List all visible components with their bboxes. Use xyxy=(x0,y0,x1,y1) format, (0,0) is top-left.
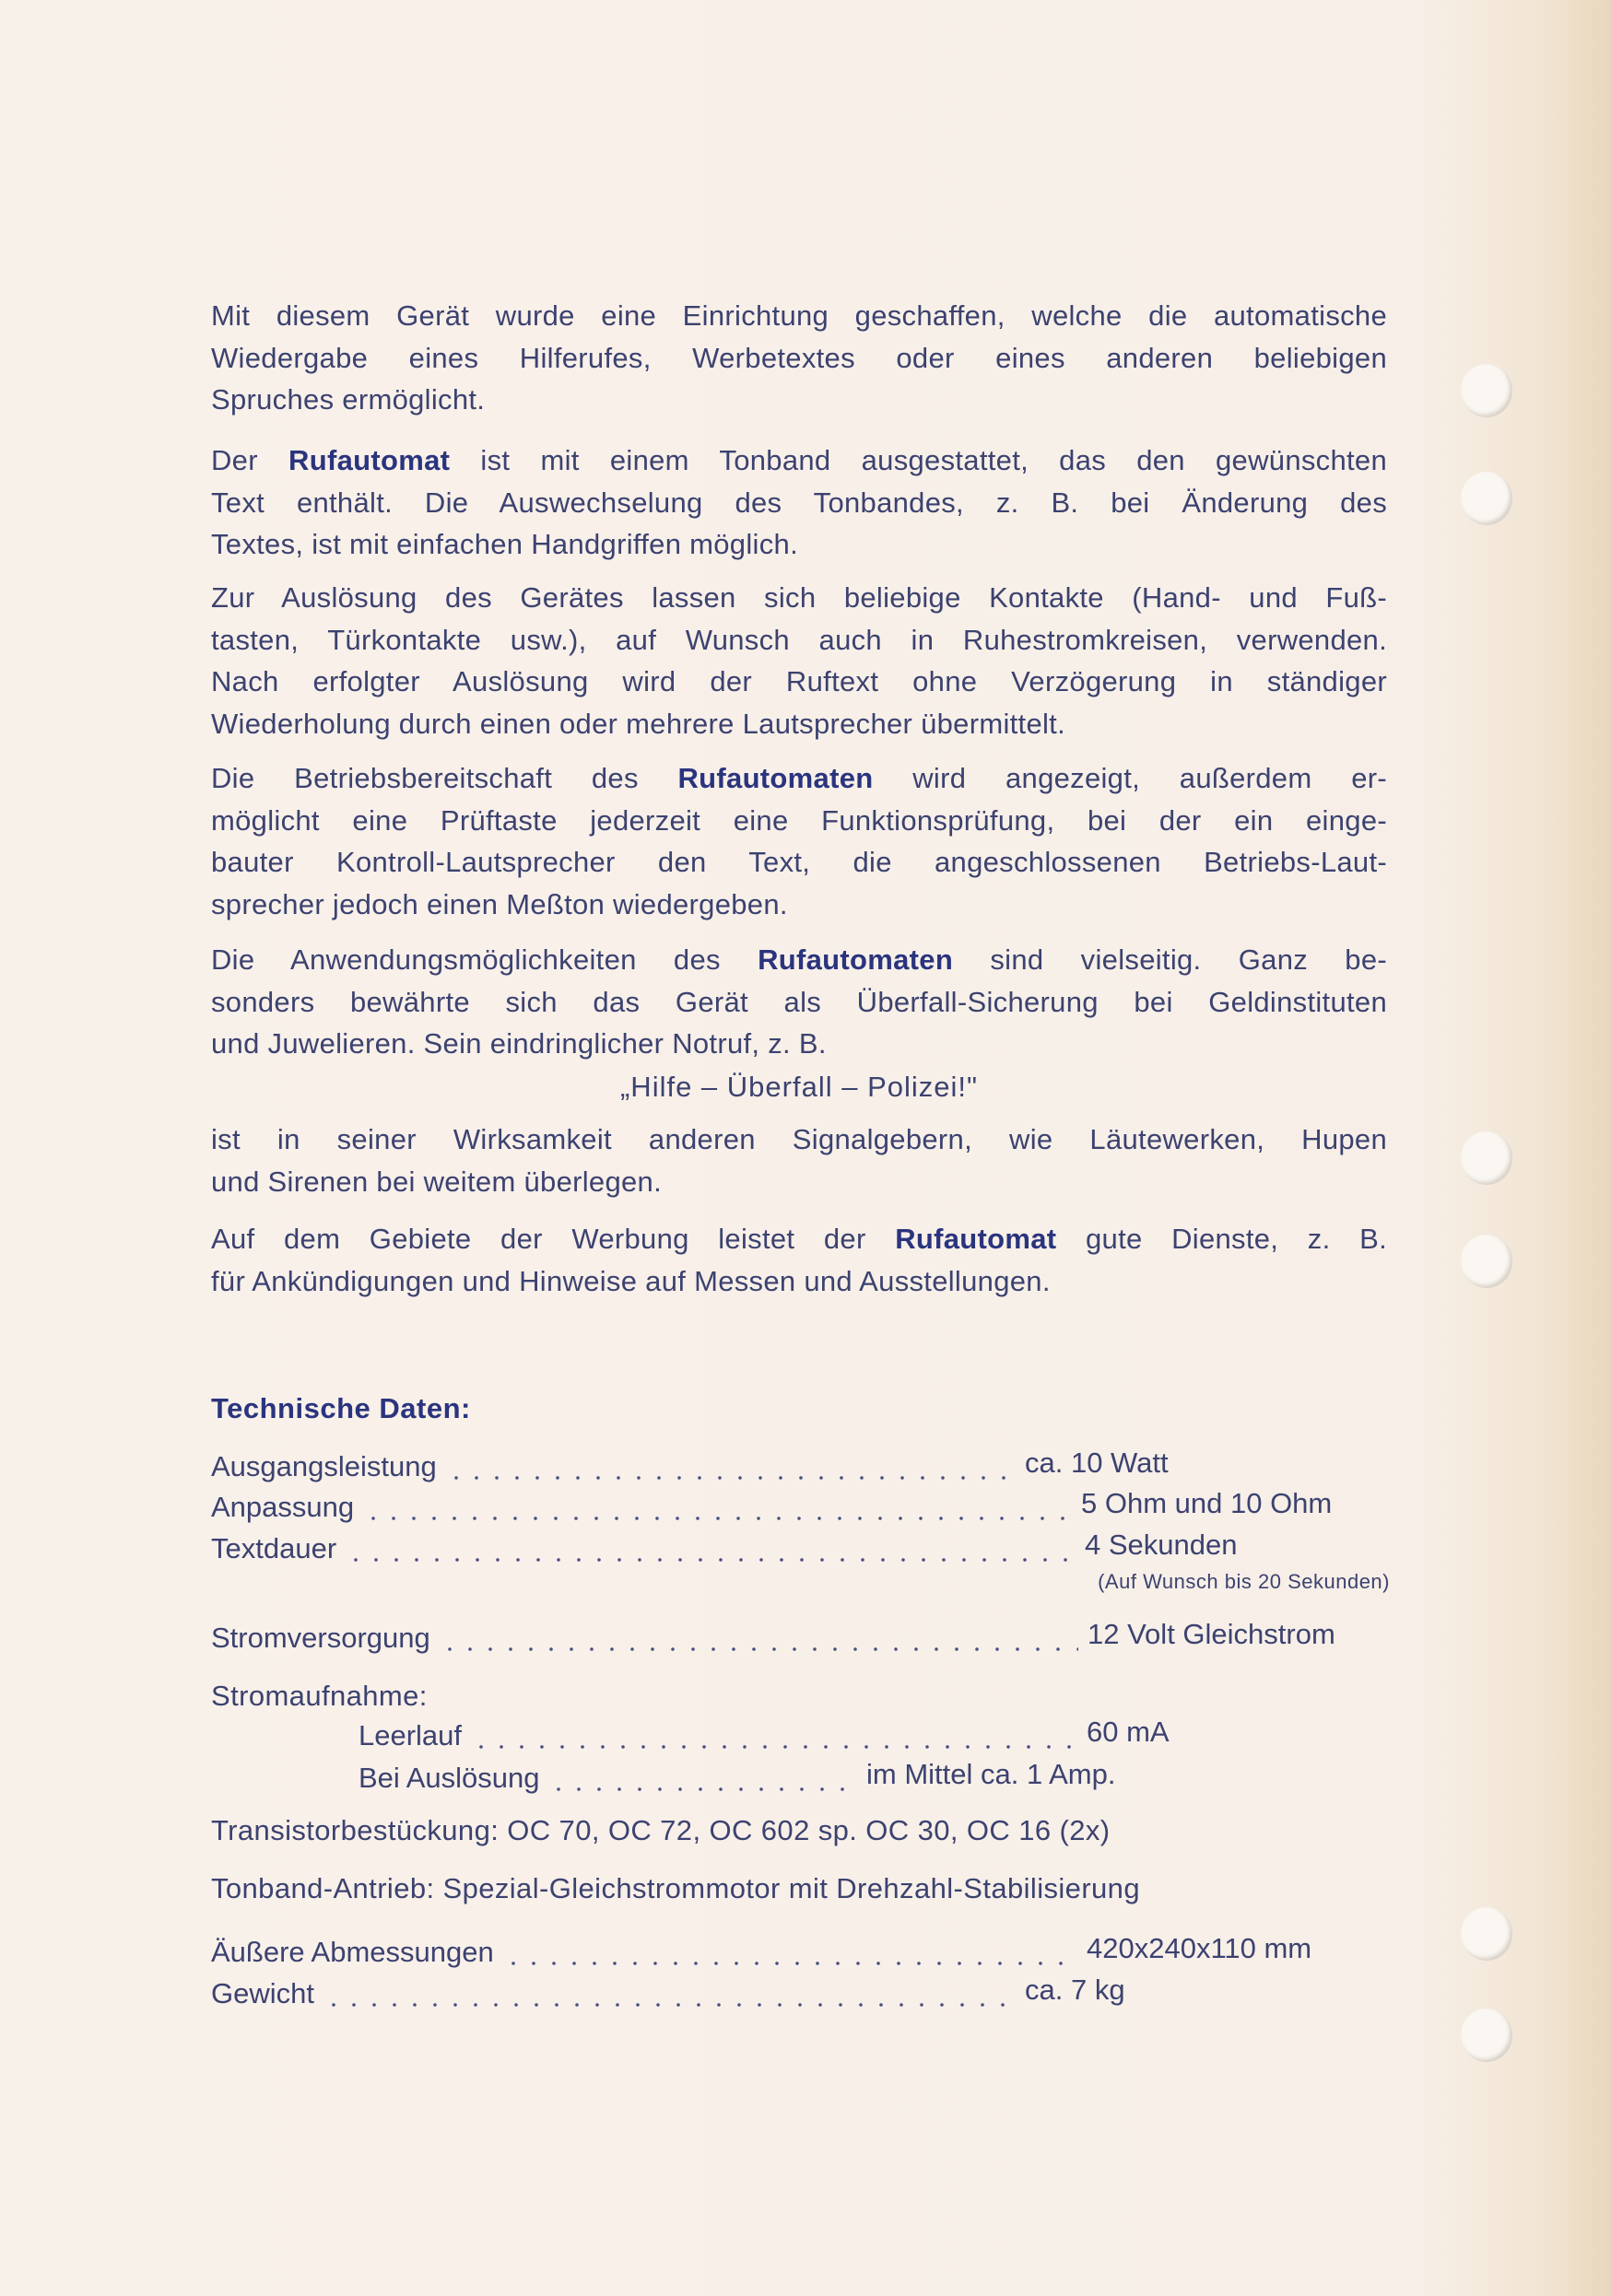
spec-label: Bei Auslösung xyxy=(359,1762,540,1794)
text-line xyxy=(211,619,1387,662)
spec-row xyxy=(211,1448,1016,1485)
paragraph xyxy=(211,1218,1387,1302)
spec-label: Leerlauf xyxy=(359,1719,463,1751)
text-segment: gute Dienste, z. B. xyxy=(1056,1223,1387,1255)
paragraph xyxy=(211,1119,1387,1202)
text-line xyxy=(211,939,1387,981)
text-line xyxy=(211,981,1387,1024)
text-line xyxy=(211,1218,1387,1260)
punch-hole xyxy=(1461,2009,1512,2062)
spec-value: 420x240x110 mm xyxy=(1087,1932,1312,1964)
text-line xyxy=(211,800,1387,842)
text-segment: sonders bewährte sich das Gerät als Überfall-Sicherung bei Geldinstituten xyxy=(211,985,1387,1018)
text-line xyxy=(211,1260,1387,1303)
leader-dots xyxy=(446,1448,1016,1485)
text-segment: Wiederholung durch einen oder mehrere Lautsprecher übermittelt. xyxy=(211,707,1066,740)
leader-dots xyxy=(471,1717,1086,1754)
text-segment: wird angezeigt, außerdem er- xyxy=(873,762,1387,794)
spec-row xyxy=(211,1975,1016,2012)
text-segment: Textes, ist mit einfachen Handgriffen möglich. xyxy=(211,528,798,560)
text-line xyxy=(211,577,1387,619)
text-segment: für Ankündigungen und Hinweise auf Messen und Ausstellungen. xyxy=(211,1264,1051,1297)
text-segment: und Juwelieren. Sein eindringlicher Notruf, z. B. xyxy=(211,1027,827,1060)
spec-row xyxy=(211,1620,1078,1657)
quote: „Hilfe – Überfall – Polizei!" xyxy=(619,1071,979,1103)
paragraph xyxy=(211,939,1387,1065)
spec-label: Ausgangsleistung xyxy=(211,1450,437,1482)
product-name: Rufautomat xyxy=(288,444,451,476)
text-segment: Mit diesem Gerät wurde eine Einrichtung geschaffen, welche die automatische xyxy=(211,299,1387,332)
text-line xyxy=(211,523,1387,566)
spec-value: 12 Volt Gleichstrom xyxy=(1088,1618,1335,1650)
tech-heading: Technische Daten: xyxy=(211,1392,471,1424)
spec-row xyxy=(211,1489,1072,1526)
leader-dots xyxy=(548,1760,857,1797)
text-segment: Die Anwendungsmöglichkeiten des xyxy=(211,943,758,976)
text-segment: Die Betriebsbereitschaft des xyxy=(211,762,678,794)
text-segment: Nach erfolgter Auslösung wird der Ruftext ohne Verzögerung in ständiger xyxy=(211,665,1387,697)
text-segment: Text enthält. Die Auswechselung des Tonbandes, z. B. bei Änderung des xyxy=(211,486,1387,519)
punch-hole xyxy=(1461,1907,1512,1961)
antrieb-line: Tonband-Antrieb: Spezial-Gleichstrommotor mit Drehzahl-Stabilisierung xyxy=(211,1872,1140,1904)
product-name: Rufautomaten xyxy=(758,943,954,976)
spec-row xyxy=(359,1717,1086,1754)
textdauer-note: (Auf Wunsch bis 20 Sekunden) xyxy=(1098,1570,1390,1593)
text-line xyxy=(211,757,1387,800)
text-line xyxy=(211,379,1387,421)
spec-value: im Mittel ca. 1 Amp. xyxy=(866,1758,1116,1790)
spec-label: Äußere Abmessungen xyxy=(211,1936,494,1968)
text-line xyxy=(211,1161,1387,1203)
text-segment: ist mit einem Tonband ausgestattet, das den gewünschten xyxy=(450,444,1388,476)
paragraph xyxy=(211,439,1387,566)
punch-hole xyxy=(1461,1131,1512,1185)
spec-row xyxy=(211,1530,1076,1567)
spec-value: 4 Sekunden xyxy=(1085,1529,1238,1561)
text-segment: Auf dem Gebiete der Werbung leistet der xyxy=(211,1223,896,1255)
text-line xyxy=(211,295,1387,337)
text-segment: bauter Kontroll-Lautsprecher den Text, die angeschlossenen Betriebs-Laut- xyxy=(211,846,1387,878)
text-segment: Der xyxy=(211,444,289,476)
text-line xyxy=(211,661,1387,703)
leader-dots xyxy=(363,1489,1072,1526)
product-name: Rufautomaten xyxy=(677,762,874,794)
text-line xyxy=(211,841,1387,884)
spec-label: Textdauer xyxy=(211,1532,337,1564)
spec-value: ca. 7 kg xyxy=(1025,1974,1125,2006)
transistor-line: Transistorbestückung: OC 70, OC 72, OC 602 sp. OC 30, OC 16 (2x) xyxy=(211,1814,1111,1846)
text-segment: sind vielseitig. Ganz be- xyxy=(953,943,1388,976)
paragraph xyxy=(211,577,1387,744)
leader-dots xyxy=(503,1934,1077,1971)
text-segment: Spruches ermöglicht. xyxy=(211,383,486,416)
spec-row xyxy=(211,1934,1077,1971)
text-line xyxy=(211,337,1387,380)
text-line xyxy=(211,703,1387,745)
product-name: Rufautomat xyxy=(895,1223,1057,1255)
leader-dots xyxy=(440,1620,1078,1657)
stromaufnahme-label: Stromaufnahme: xyxy=(211,1680,428,1712)
spec-label: Anpassung xyxy=(211,1491,355,1523)
text-segment: Wiedergabe eines Hilferufes, Werbetextes oder eines anderen beliebigen xyxy=(211,341,1387,374)
spec-value: ca. 10 Watt xyxy=(1025,1447,1169,1479)
text-segment: tasten, Türkontakte usw.), auf Wunsch auch in Ruhestromkreisen, verwenden. xyxy=(211,623,1387,656)
text-segment: Zur Auslösung des Gerätes lassen sich beliebige Kontakte (Hand- und Fuß- xyxy=(211,581,1387,614)
punch-hole xyxy=(1461,472,1512,525)
text-segment: sprecher jedoch einen Meßton wiedergeben. xyxy=(211,887,788,920)
leader-dots xyxy=(323,1975,1016,2012)
spec-value: 5 Ohm und 10 Ohm xyxy=(1081,1487,1333,1519)
paragraph xyxy=(211,757,1387,925)
text-line xyxy=(211,1119,1387,1161)
text-line xyxy=(211,439,1387,482)
spec-row xyxy=(359,1760,857,1797)
spec-label: Stromversorgung xyxy=(211,1622,430,1654)
text-segment: und Sirenen bei weitem überlegen. xyxy=(211,1165,662,1198)
spec-value: 60 mA xyxy=(1087,1716,1170,1748)
punch-hole xyxy=(1461,1235,1512,1288)
text-segment: ist in seiner Wirksamkeit anderen Signalgebern, wie Läutewerken, Hupen xyxy=(211,1123,1387,1155)
text-segment: möglicht eine Prüftaste jederzeit eine Funktionsprüfung, bei der ein einge- xyxy=(211,803,1387,837)
text-line xyxy=(211,884,1387,926)
paragraph xyxy=(211,295,1387,421)
punch-hole xyxy=(1461,364,1512,417)
spec-label: Gewicht xyxy=(211,1977,314,2009)
text-line xyxy=(211,482,1387,524)
leader-dots xyxy=(346,1530,1076,1567)
text-line xyxy=(211,1023,1387,1065)
